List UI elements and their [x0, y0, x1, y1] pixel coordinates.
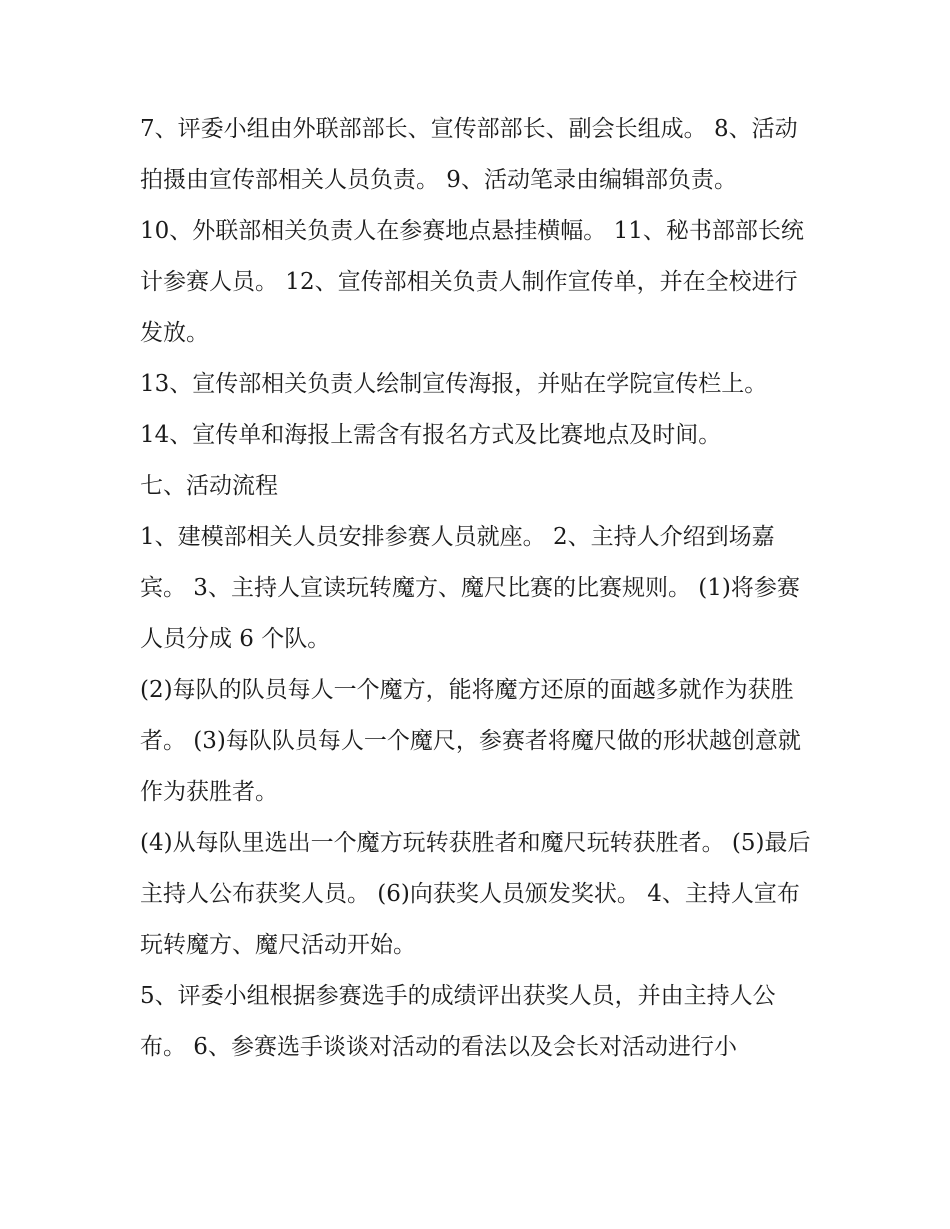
- paragraph-item-10-12: 10、外联部相关负责人在参赛地点悬挂横幅。 11、秘书部部长统计参赛人员。 12、宣传部相关负责人制作宣传单，并在全校进行发放。: [140, 218, 804, 346]
- paragraph-rule-4-6: (4)从每队里选出一个魔方玩转获胜者和魔尺玩转获胜者。 (5)最后主持人公布获奖人员。 (6)向获奖人员颁发奖状。 4、主持人宣布玩转魔方、魔尺活动开始。: [140, 830, 811, 958]
- paragraph-item-7-9: 7、评委小组由外联部部长、宣传部部长、副会长组成。 8、活动拍摄由宣传部相关人员负责。 9、活动笔录由编辑部负责。: [140, 116, 798, 193]
- paragraph-rule-2-3: (2)每队的队员每人一个魔方，能将魔方还原的面越多就作为获胜者。 (3)每队队员每人一个魔尺，参赛者将魔尺做的形状越创意就作为获胜者。: [140, 677, 801, 805]
- paragraph-flow-1-3: 1、建模部相关人员安排参赛人员就座。 2、主持人介绍到场嘉宾。 3、主持人宣读玩转魔方、魔尺比赛的比赛规则。 (1)将参赛人员分成 6 个队。: [140, 524, 800, 652]
- paragraph-flow-5-6: 5、评委小组根据参赛选手的成绩评出获奖人员，并由主持人公布。 6、参赛选手谈谈对活动的看法以及会长对活动进行小: [140, 983, 776, 1060]
- paragraph-item-14: 14、宣传单和海报上需含有报名方式及比赛地点及时间。: [140, 422, 722, 448]
- section-heading-activity-flow: 七、活动流程: [140, 473, 278, 499]
- document-body: [140, 104, 820, 1073]
- paragraph-item-13: 13、宣传部相关负责人绘制宣传海报，并贴在学院宣传栏上。: [140, 371, 768, 397]
